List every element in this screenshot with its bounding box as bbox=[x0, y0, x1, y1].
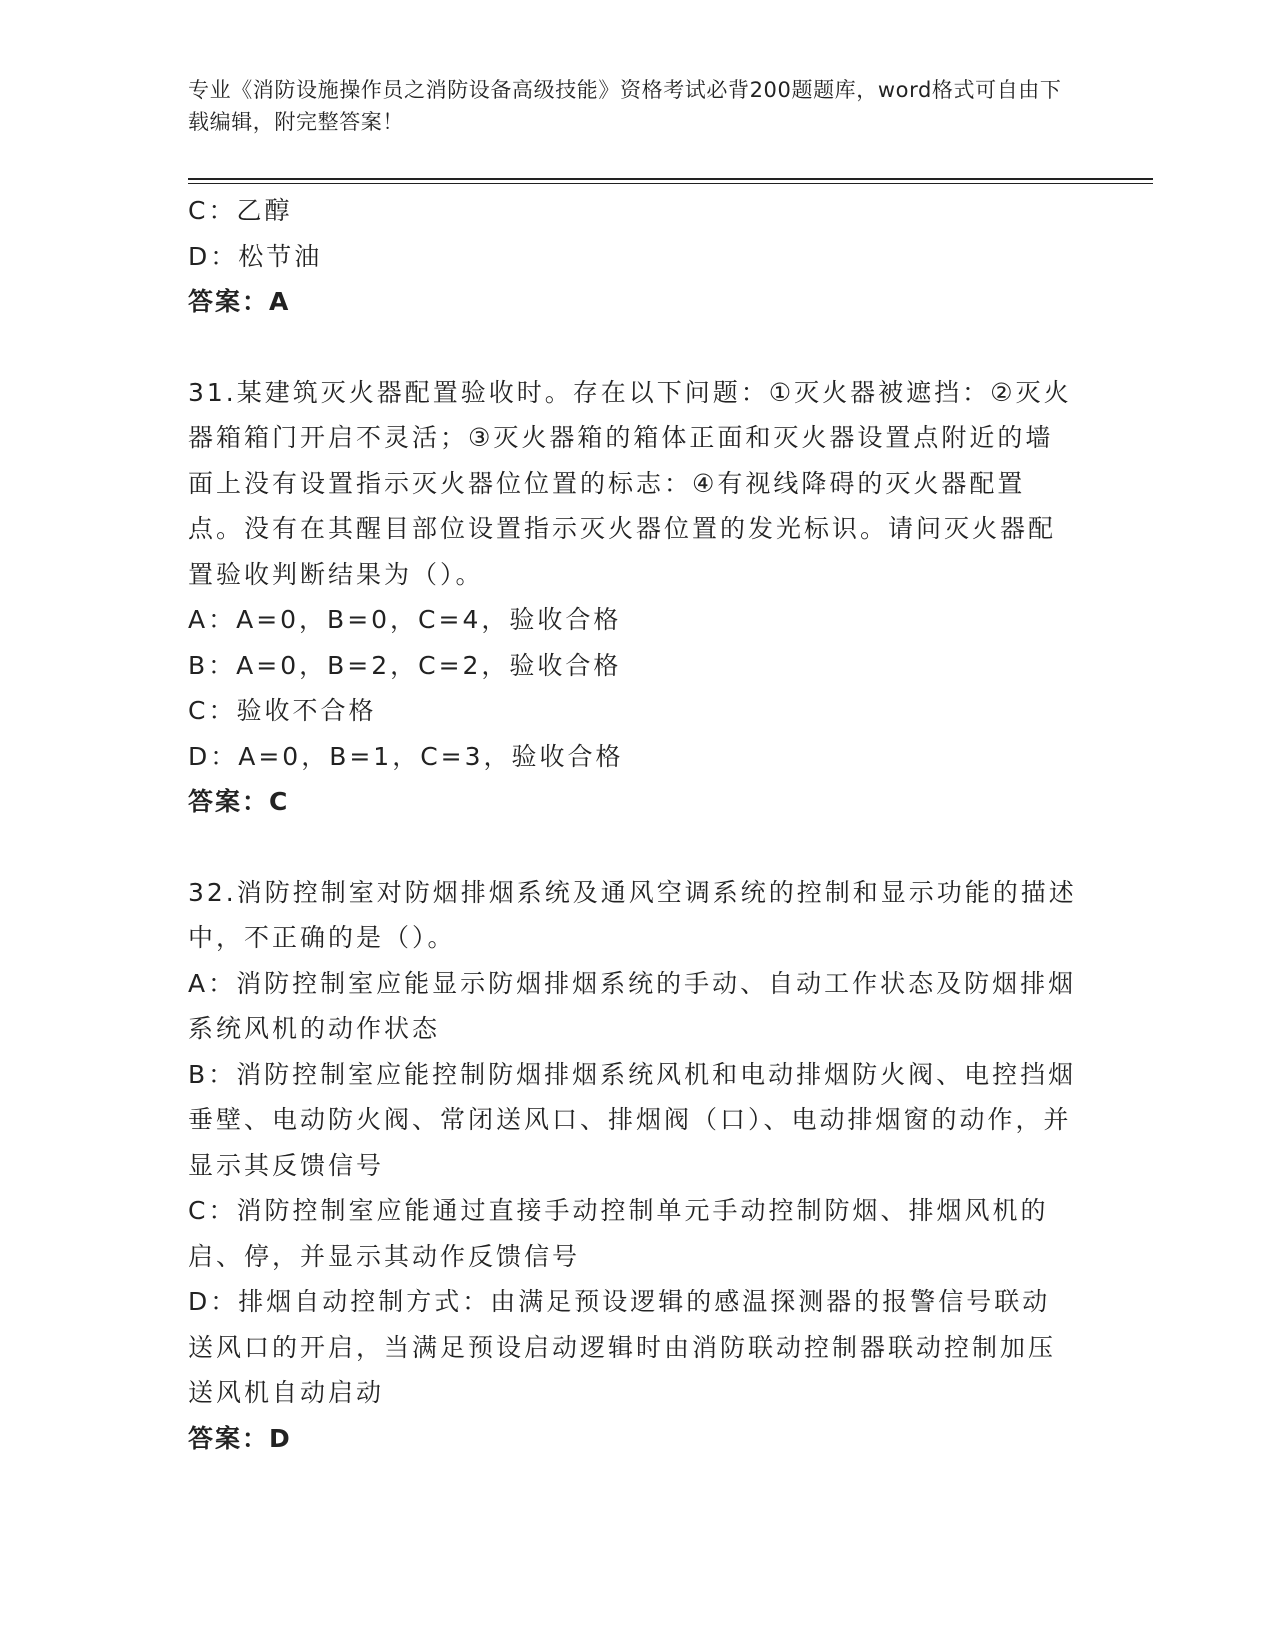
question-content bbox=[188, 188, 1078, 1461]
page-header: 专业《消防设施操作员之消防设备高级技能》资格考试必背200题题库，word格式可自由下载编辑，附完整答案！ bbox=[188, 78, 1062, 134]
option-c: C：验收不合格 bbox=[188, 696, 377, 725]
question-stem: 31.某建筑灭火器配置验收时。存在以下问题：①灭火器被遮挡：②灭火器箱箱门开启不灵活；③灭火器箱的箱体正面和灭火器设置点附近的墙面上没有设置指示灭火器位位置的标志：④有视线降碍的灭火器配置点。没有在其醒目部位设置指示灭火器位置的发光标识。请问灭火器配置验收判断结果为（）。 bbox=[188, 377, 1072, 589]
question-32 bbox=[188, 870, 1078, 1462]
header-divider-thin bbox=[188, 183, 1153, 184]
answer-line: 答案：D bbox=[188, 1423, 292, 1453]
question-31 bbox=[188, 370, 1078, 825]
previous-question-tail bbox=[188, 188, 1078, 325]
option-c: C：乙醇 bbox=[188, 196, 293, 225]
answer-line: 答案：A bbox=[188, 287, 291, 316]
spacer bbox=[188, 325, 1078, 370]
question-stem: 32.消防控制室对防烟排烟系统及通风空调系统的控制和显示功能的描述中，不正确的是（）。 bbox=[188, 877, 1077, 952]
spacer bbox=[188, 825, 1078, 870]
option-b: B：消防控制室应能控制防烟排烟系统风机和电动排烟防火阀、电控挡烟垂壁、电动防火阀、常闭送风口、排烟阀（口）、电动排烟窗的动作，并显示其反馈信号 bbox=[188, 1059, 1077, 1180]
option-b: B：A=0，B=2，C=2，验收合格 bbox=[188, 650, 622, 680]
option-a: A：A=0，B=0，C=4，验收合格 bbox=[188, 605, 622, 634]
answer-line: 答案：C bbox=[188, 787, 290, 816]
option-c: C：消防控制室应能通过直接手动控制单元手动控制防烟、排烟风机的启、停，并显示其动作反馈信号 bbox=[188, 1196, 1049, 1271]
option-d: D：松节油 bbox=[188, 241, 323, 271]
option-d: D：A=0，B=1，C=3，验收合格 bbox=[188, 741, 624, 771]
header-divider-thick bbox=[188, 178, 1153, 180]
option-a: A：消防控制室应能显示防烟排烟系统的手动、自动工作状态及防烟排烟系统风机的动作状态 bbox=[188, 968, 1077, 1043]
option-d: D：排烟自动控制方式：由满足预设逻辑的感温探测器的报警信号联动送风口的开启，当满足预设启动逻辑时由消防联动控制器联动控制加压送风机自动启动 bbox=[188, 1287, 1057, 1407]
